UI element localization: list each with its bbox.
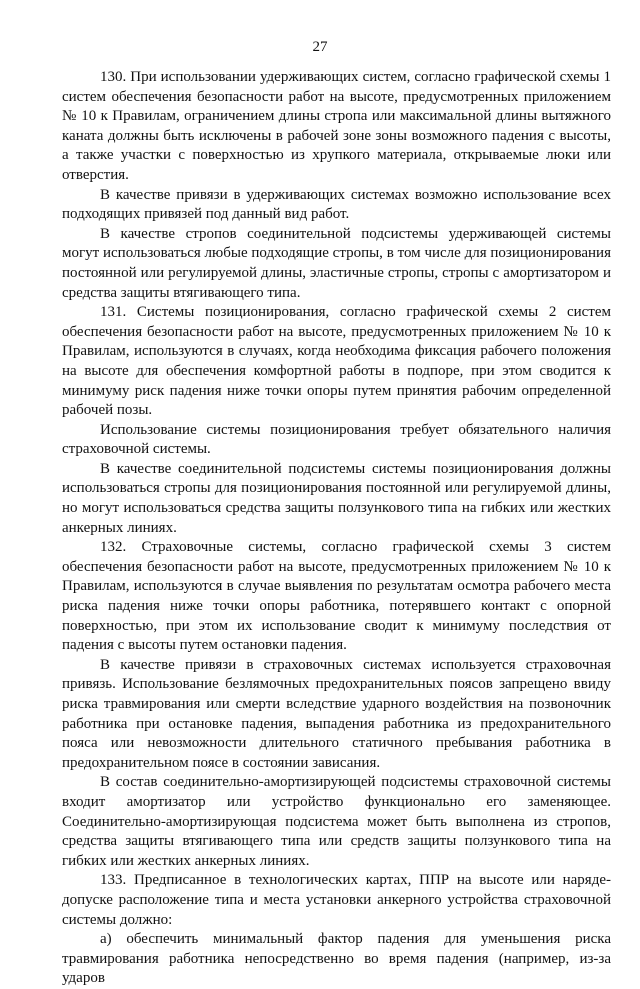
paragraph-131: 131. Системы позиционирования, согласно графической схемы 2 систем обеспечения безопасности работ на высоте, предусмотренных приложением № 10 к Правилам, используются в случаях, когда необходима фиксация рабочего положения на высоте для обеспечения комфортной работы в подпоре, при этом сводится к минимуму риск падения ниже точки опоры путем принятия рабочим определенной рабочей позы.	[62, 304, 611, 419]
paragraph-harness-restraint: В качестве привязи в удерживающих системах возможно использование всех подходящих привязей под данный вид работ.	[62, 186, 611, 223]
paragraph-133-a: а) обеспечить минимальный фактор падения для уменьшения риска травмирования работника непосредственно во время падения (например, из-за ударов	[62, 931, 611, 987]
paragraph-positioning-lanyards: В качестве соединительной подсистемы системы позиционирования должны использоваться стропы для позиционирования постоянной или регулируемой длины, но могут использоваться средства защиты ползункового типа на гибких или жестких анкерных линиях.	[62, 460, 611, 536]
paragraph-fall-arrest-harness: В качестве привязи в страховочных системах используется страховочная привязь. Использование безлямочных предохранительных поясов запрещено ввиду риска травмирования или смерти вследствие ударного воздействия на позвоночник работника при остановке падения, выпадения работника из предохранительного пояса или невозможности длительного статичного пребывания работника в предохранительном поясе в состоянии зависания.	[62, 656, 611, 771]
paragraph-shock-absorber: В состав соединительно-амортизирующей подсистемы страховочной системы входит амортизатор или устройство функционально его заменяющее. Соединительно-амортизирующая подсистема может быть выполнена из стропов, средства защиты втягивающего типа или средств защиты ползункового типа на гибких или жестких анкерных линиях.	[62, 774, 611, 869]
page-number: 27	[312, 39, 328, 55]
document-body	[62, 68, 611, 989]
paragraph-132: 132. Страховочные системы, согласно графической схемы 3 систем обеспечения безопасности работ на высоте, предусмотренных приложением № 10 к Правилам, используются в случае выявления по результатам осмотра рабочего места риска падения ниже точки опоры работника, потерявшего контакт с опорной поверхностью, при этом их использование сводит к минимуму последствия от падения с высоты путем остановки падения.	[62, 539, 611, 654]
paragraph-130: 130. При использовании удерживающих систем, согласно графической схемы 1 систем обеспечения безопасности работ на высоте, предусмотренных приложением № 10 к Правилам, ограничением длины стропа или максимальной длины вытяжного каната должны быть исключены в рабочей зоне зоны возможного падения с высоты, а также участки с поверхностью из хрупкого материала, открываемые люки или отверстия.	[62, 69, 611, 183]
paragraph-lanyards-restraint: В качестве стропов соединительной подсистемы удерживающей системы могут использоваться любые подходящие стропы, в том числе для позиционирования постоянной или регулируемой длины, эластичные стропы, стропы с амортизатором и средства защиты втягивающего типа.	[62, 225, 611, 301]
paragraph-positioning-requirement: Использование системы позиционирования требует обязательного наличия страховочной системы.	[62, 421, 611, 458]
paragraph-133: 133. Предписанное в технологических картах, ППР на высоте или наряде-допуске расположение типа и места установки анкерного устройства страховочной системы должно:	[62, 872, 611, 928]
